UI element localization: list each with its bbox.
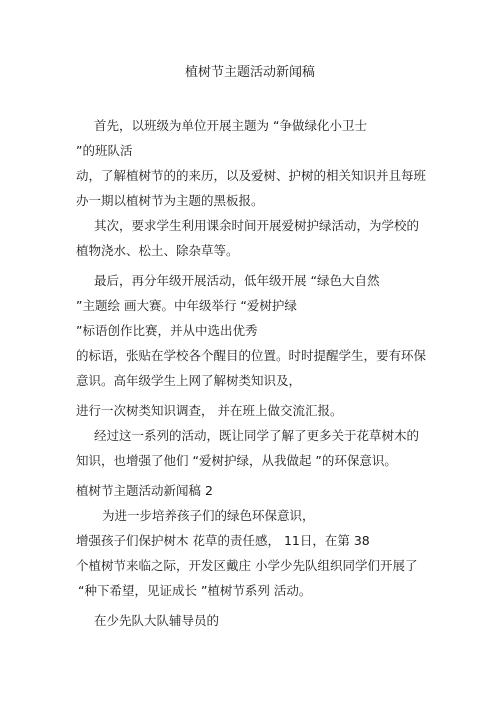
section-heading: 植树节主题活动新闻稿 2 [76,483,213,498]
text-line: 经过这一系列的活动，既让同学了解了更多关于花草树木的 [94,428,420,443]
text-line: ”的班队活 [76,143,133,158]
text-line: 意识。高年级学生上网了解树类知识及， [76,373,302,388]
text-line: ”主题绘 画大赛。中年级举行 “爱树护绿 [76,298,297,313]
text-line: 首先，以班级为单位开展主题为 “争做绿化小卫士 [94,118,367,133]
text-line: “种下希望，见证成长 ”植树节系列 活动。 [78,583,312,598]
text-line: 为进一步培养孩子们的绿色环保意识， [102,508,315,523]
text-line: 在少先队大队辅导员的 [94,613,220,628]
text-line: 增强孩子们保护树木 花草的责任感， 11日，在第 38 [76,533,370,548]
text-line: 动，了解植树节的的来历，以及爱树、护树的相关知识并且每班 [76,168,427,183]
text-line: ”标语创作比赛，并从中选出优秀 [76,323,258,338]
text-line: 其次，要求学生利用课余时间开展爱树护绿活动，为学校的 [94,218,420,233]
text-line: 进行一次树类知识调查， 并在班上做交流汇报。 [76,403,343,418]
text-line: 最后，再分年级开展活动，低年级开展 “绿色大自然 [94,273,380,288]
text-line: 植物浇水、松土、除杂草等。 [76,243,239,258]
text-line: 的标语，张贴在学校各个醒目的位置。时时提醒学生，要有环保 [76,348,427,363]
document-title: 植树节主题活动新闻稿 [184,65,315,80]
text-line: 办一期以植树节为主题的黑板报。 [76,193,264,208]
text-line: 个植树节来临之际，开发区戴庄 小学少先队组织同学们开展了 [76,558,418,573]
text-line: 知识，也增强了他们 “爱树护绿，从我做起 ”的环保意识。 [76,453,397,468]
